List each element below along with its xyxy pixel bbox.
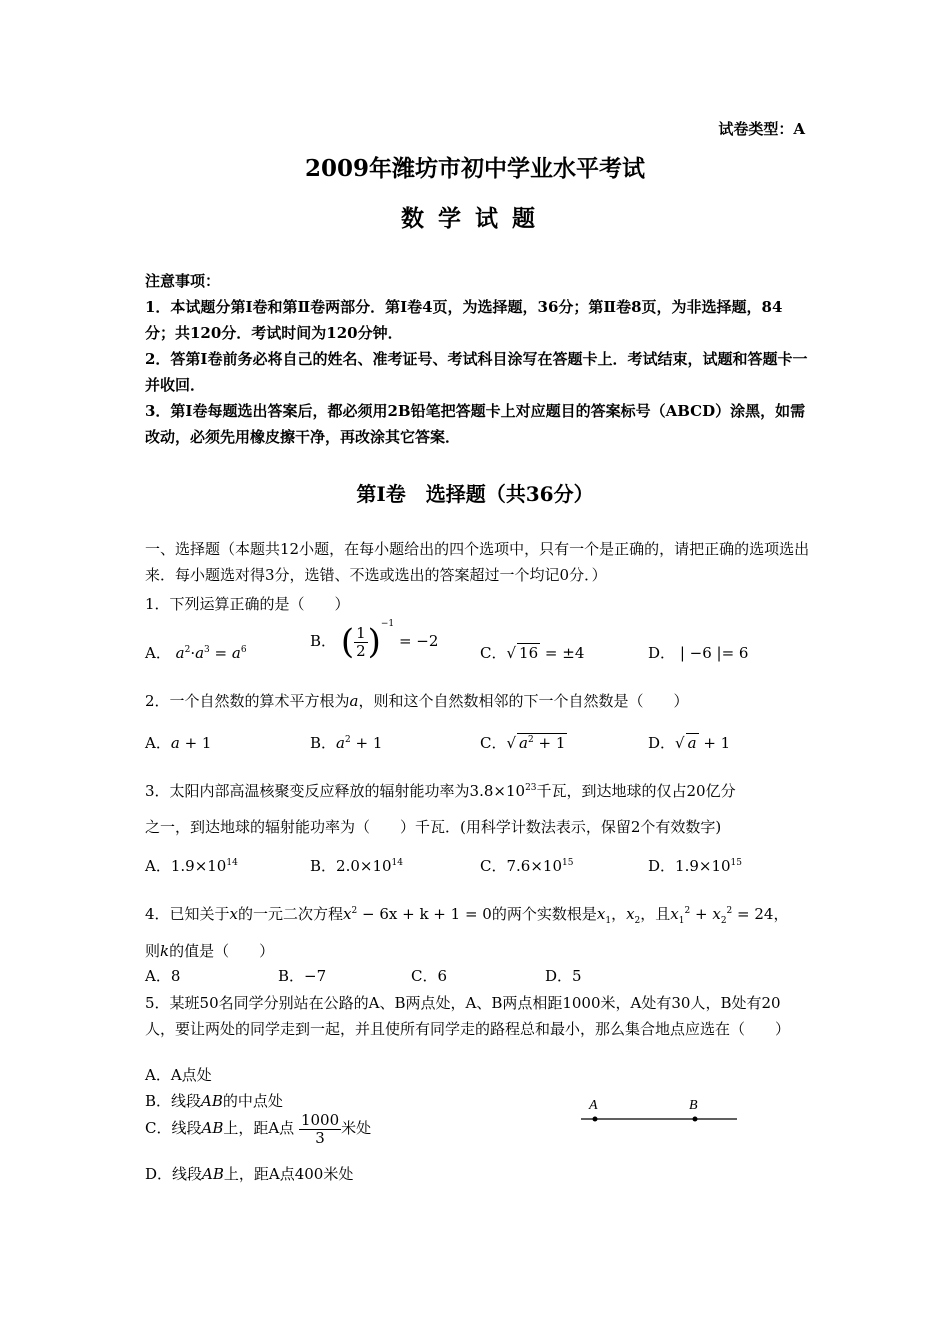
q4-option-c: C．6 [411,967,448,985]
question-3-stem-line2: 之一，到达地球的辐射能功率为（ ）千瓦．(用科学计数法表示，保留2个有效数字) [145,818,722,836]
q2-option-c: C．√ $a^2 + 1$ [480,734,566,752]
question-3-stem-line1: 3．太阳内部高温核聚变反应释放的辐射能功率为$3.8\times 10^{23}$千瓦，到达地球的仅占20亿分 [145,782,736,800]
q4-option-a: A．8 [145,967,181,985]
q5-option-d: D．线段AB上，距A点400米处 [145,1165,354,1183]
question-5-stem: 5．某班50名同学分别站在公路的A、B两点处，A、B两点相距1000米，A处有30人，B处有20人，要让两处的同学走到一起，并且使所有同学走的路程总和最小，那么集合地点应选在（ ） [145,994,791,1038]
option-label: B． [310,632,337,650]
q5-option-b: B．线段AB的中点处 [145,1092,283,1110]
subject-title: 数学试题 [401,205,549,232]
label-b: B [689,1098,698,1113]
q1-option-c: C．√ 16 = ±4 [480,644,585,662]
note-item: 1．本试题分第Ⅰ卷和第Ⅱ卷两部分．第Ⅰ卷4页，为选择题，36分；第Ⅱ卷8页，为非选择题，84分；共120分．考试时间为120分钟． [145,298,783,342]
question-1-stem: 1．下列运算正确的是（ ） [145,595,350,613]
q3-option-b: B．$2.0\times 10^{14}$ [310,857,403,875]
notes-block [145,268,810,450]
question-4-stem-line1: 4．已知关于x的一元二次方程$x^2 - 6x + k + 1 = 0$的两个实数根是$x_1$，$x_2$，且$x_1^2 + x_2^2 = 24$， [145,905,789,926]
exam-type: 试卷类型：A [718,120,805,138]
q1-option-d: D． | −6 |= 6 [648,644,749,662]
q2-option-b: B．$a^2 + 1$ [310,734,383,752]
point-a [593,1117,598,1122]
section-intro: 一、选择题（本题共12小题，在每小题给出的四个选项中，只有一个是正确的，请把正确的选项选出来．每小题选对得3分，选错、不选或选出的答案超过一个均记0分．） [145,540,810,584]
q3-option-a: A．$1.9\times 10^{14}$ [145,857,238,875]
q2-option-d: D．√ a + 1 [648,734,731,752]
option-label: C． [480,644,507,662]
q3-option-d: D．$1.9\times 10^{15}$ [648,857,742,875]
option-label: D． [648,644,676,662]
note-item: 2．答第Ⅰ卷前务必将自己的姓名、准考证号、考试科目涂写在答题卡上．考试结束，试题和答题卡一并收回． [145,350,808,394]
q2-option-a: A．a + 1 [145,734,212,752]
q1-option-b: B． ( $\frac{1}{2}$ )$^{-1}$ = −2 [310,619,439,662]
exam-title: 2009年潍坊市初中学业水平考试 [304,155,645,182]
section-title: 第Ⅰ卷 选择题（共36分） [356,482,594,506]
note-item: 3．第Ⅰ卷每题选出答案后，都必须用2B铅笔把答题卡上对应题目的答案标号（ABCD）涂黑，如需改动，必须先用橡皮擦干净，再改涂其它答案． [145,402,806,446]
option-label: A． [145,644,171,662]
question-2-stem: 2．一个自然数的算术平方根为a，则和这个自然数相邻的下一个自然数是（ ） [145,692,689,710]
question-4-stem-line2: 则k的值是（ ） [145,942,275,960]
point-b [693,1117,698,1122]
q4-option-b: B．−7 [278,967,327,985]
q5-option-a: A．A点处 [145,1066,212,1084]
notes-heading: 注意事项： [145,272,221,290]
q5-option-c: C．线段AB上，距A点 $\frac{1000}{3}$ 米处 [145,1111,372,1147]
fraction: $\frac{1}{2}$ [356,624,366,660]
q1-option-a: A． $a^2\cdot a^3 = a^6$ [145,644,247,662]
q3-option-c: C．$7.6\times 10^{15}$ [480,857,574,875]
fraction: $\frac{1000}{3}$ [300,1111,340,1147]
q4-option-d: D．5 [545,967,582,985]
label-a: A [589,1098,598,1113]
segment-ab-diagram [575,1092,745,1132]
